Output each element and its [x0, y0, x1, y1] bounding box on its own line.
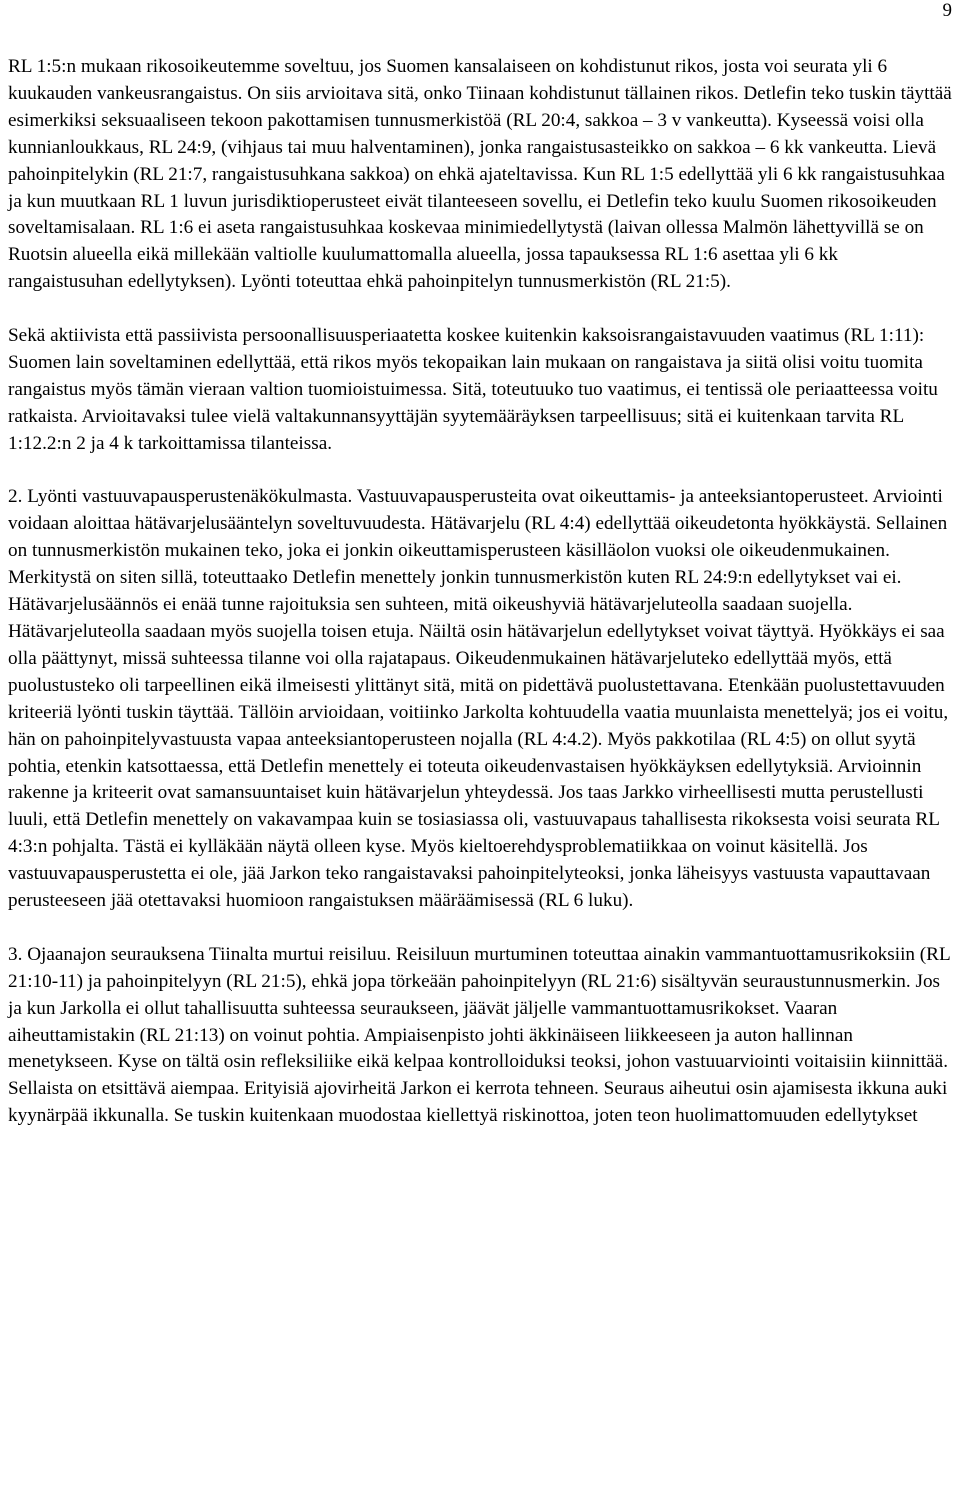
paragraph-grounds-for-exemption: 2. Lyönti vastuuvapausperustenäkökulmasta. Vastuuvapausperusteita ovat oikeuttamis- ja anteeksiantoperusteet. Arviointi voidaan aloittaa hätävarjelusääntelyn soveltuvuudesta. Hätävarjelu (RL 4:4) edellyttää oikeudetonta hyökkäystä. Sellainen on tunnusmerkistön mukainen teko, joka ei jonkin oikeuttamisperusteen käsilläolon vuoksi ole oikeudenmukainen. Merkitystä on siten sillä, toteuttaako Detlefin menettely jonkin tunnusmerkistön kuten RL 24:9:n edellytykset vai ei. Hätävarjelusäännös ei enää tunne rajoituksia sen suhteen, mitä oikeushyviä hätävarjeluteolla saadaan suojella. Hätävarjeluteolla saadaan myös suojella toisen etuja. Näiltä osin hätävarjelun edellytykset voivat täyttyä. Hyökkäys ei saa olla päättynyt, missä suhteessa tilanne voi olla rajatapaus. Oikeudenmukainen hätävarjeluteko edellyttää myös, että puolustusteko oli tarpeellinen eikä ilmeisesti ylittänyt sitä, mitä on pidettävä puolustettavana. Etenkään puolustettavuuden kriteeriä lyönti tuskin täyttää. Tällöin arvioidaan, voitiinko Jarkolta kohtuudella vaatia muunlaista menettelyä; jos ei voitu, hän on pahoinpitelyvastuusta vapaa anteeksiantoperusteen nojalla (RL 4:4.2). Myös pakkotilaa (RL 4:5) on ollut syytä pohtia, etenkin katsottaessa, että Detlefin menettely ei toteuta oikeudenvastaisen hyökkäyksen edellytyksiä. Arvioinnin rakenne ja kriteerit ovat samansuuntaiset kuin hätävarjelun yhteydessä. Jos taas Jarkko virheellisesti mutta perustellusti luuli, että Detlefin menettely on vakavampaa kuin se tosiasiassa oli, vastuuvapaus tahallisesta rikoksesta voisi seurata RL 4:3:n pohjalta. Tästä ei kylläkään näytä olleen kyse. Myös kieltoerehdysproblematiikkaa on voinut käsitellä. Jos vastuuvapausperustetta ei ole, jää Jarkon teko rangaistavaksi pahoinpitelyteoksi, jonka läheisyys vastuusta vapauttavaan perusteeseen jää otettavaksi huomioon rangaistuksen määräämisessä (RL 6 luku).	[8, 486, 949, 912]
paragraph-double-criminality: Sekä aktiivista että passiivista persoonallisuusperiaatetta koskee kuitenkin kaksoisrangaistavuuden vaatimus (RL 1:11): Suomen lain soveltaminen edellyttää, että rikos myös tekopaikan lain mukaan on rangaistava ja siitä olisi voitu tuomita rangaistus myös tämän vieraan valtion tuomioistuimessa. Sitä, toteutuuko tuo vaatimus, ei tentissä ole periaatteessa voitu ratkaista. Arvioitavaksi tulee vielä valtakunnansyyttäjän syytemääräyksen tarpeellisuus; sitä ei kuitenkaan tarvita RL 1:12.2:n 2 ja 4 k tarkoittamissa tilanteissa.	[8, 325, 938, 454]
document-body	[8, 54, 954, 1130]
paragraph-consequence: 3. Ojaanajon seurauksena Tiinalta murtui reisiluu. Reisiluun murtuminen toteuttaa ainakin vammantuottamusrikoksiin (RL 21:10-11) ja pahoinpitelyyn (RL 21:5), ehkä jopa törkeään pahoinpitelyyn (RL 21:6) sisältyvän seuraustunnusmerkin. Jos ja kun Jarkolla ei ollut tahallisuutta suhteessa seuraukseen, jäävät jäljelle vammantuottamusrikokset. Vaaran aiheuttamistakin (RL 21:13) on voinut pohtia. Ampiaisenpisto johti äkkinäiseen liikkeeseen ja auton hallinnan menetykseen. Kyse on tältä osin refleksiliike eikä kelpaa kontrolloiduksi teoksi, johon vastuuarviointi voitaisiin kiinnittää. Sellaista on etsittävä aiempaa. Erityisiä ajovirheitä Jarkon ei kerrota tehneen. Seuraus aiheutui osin ajamisesta ikkuna auki kyynärpää ikkunalla. Se tuskin kuitenkaan muodostaa kiellettyä riskinottoa, joten teon huolimattomuuden edellytykset	[8, 943, 950, 1127]
paragraph-jurisdiction: RL 1:5:n mukaan rikosoikeutemme soveltuu, jos Suomen kansalaiseen on kohdistunut rikos, josta voi seurata yli 6 kuukauden vankeusrangaistus. On siis arvioitava sitä, onko Tiinaan kohdistunut tällainen rikos. Detlefin teko tuskin täyttää esimerkiksi seksuaaliseen tekoon pakottamisen tunnusmerkistöä (RL 20:4, sakkoa – 3 v vankeutta). Kyseessä voisi olla kunnianloukkaus, RL 24:9, (vihjaus tai muu halventaminen), jonka rangaistusasteikko on sakkoa – 6 kk vankeutta. Lievä pahoinpitelykin (RL 21:7, rangaistusuhkana sakkoa) on ehkä ajateltavissa. Kun RL 1:5 edellyttää yli 6 kk rangaistusuhkaa ja kun muutkaan RL 1 luvun jurisdiktioperusteet eivät tilanteeseen sovellu, ei Detlefin teko kuulu Suomen rikosoikeuden soveltamisalaan. RL 1:6 ei aseta rangaistusuhkaa koskevaa minimiedellytystä (laivan ollessa Malmön lähettyvillä se on Ruotsin alueella eikä millekään valtiolle kuulumattomalla alueella, jossa tapauksessa RL 1:6 asettaa yli 6 kk rangaistusuhan edellytyksen). Lyönti toteuttaa ehkä pahoinpitelyn tunnusmerkistön (RL 21:5).	[8, 56, 952, 293]
page-number: 9	[942, 0, 952, 21]
